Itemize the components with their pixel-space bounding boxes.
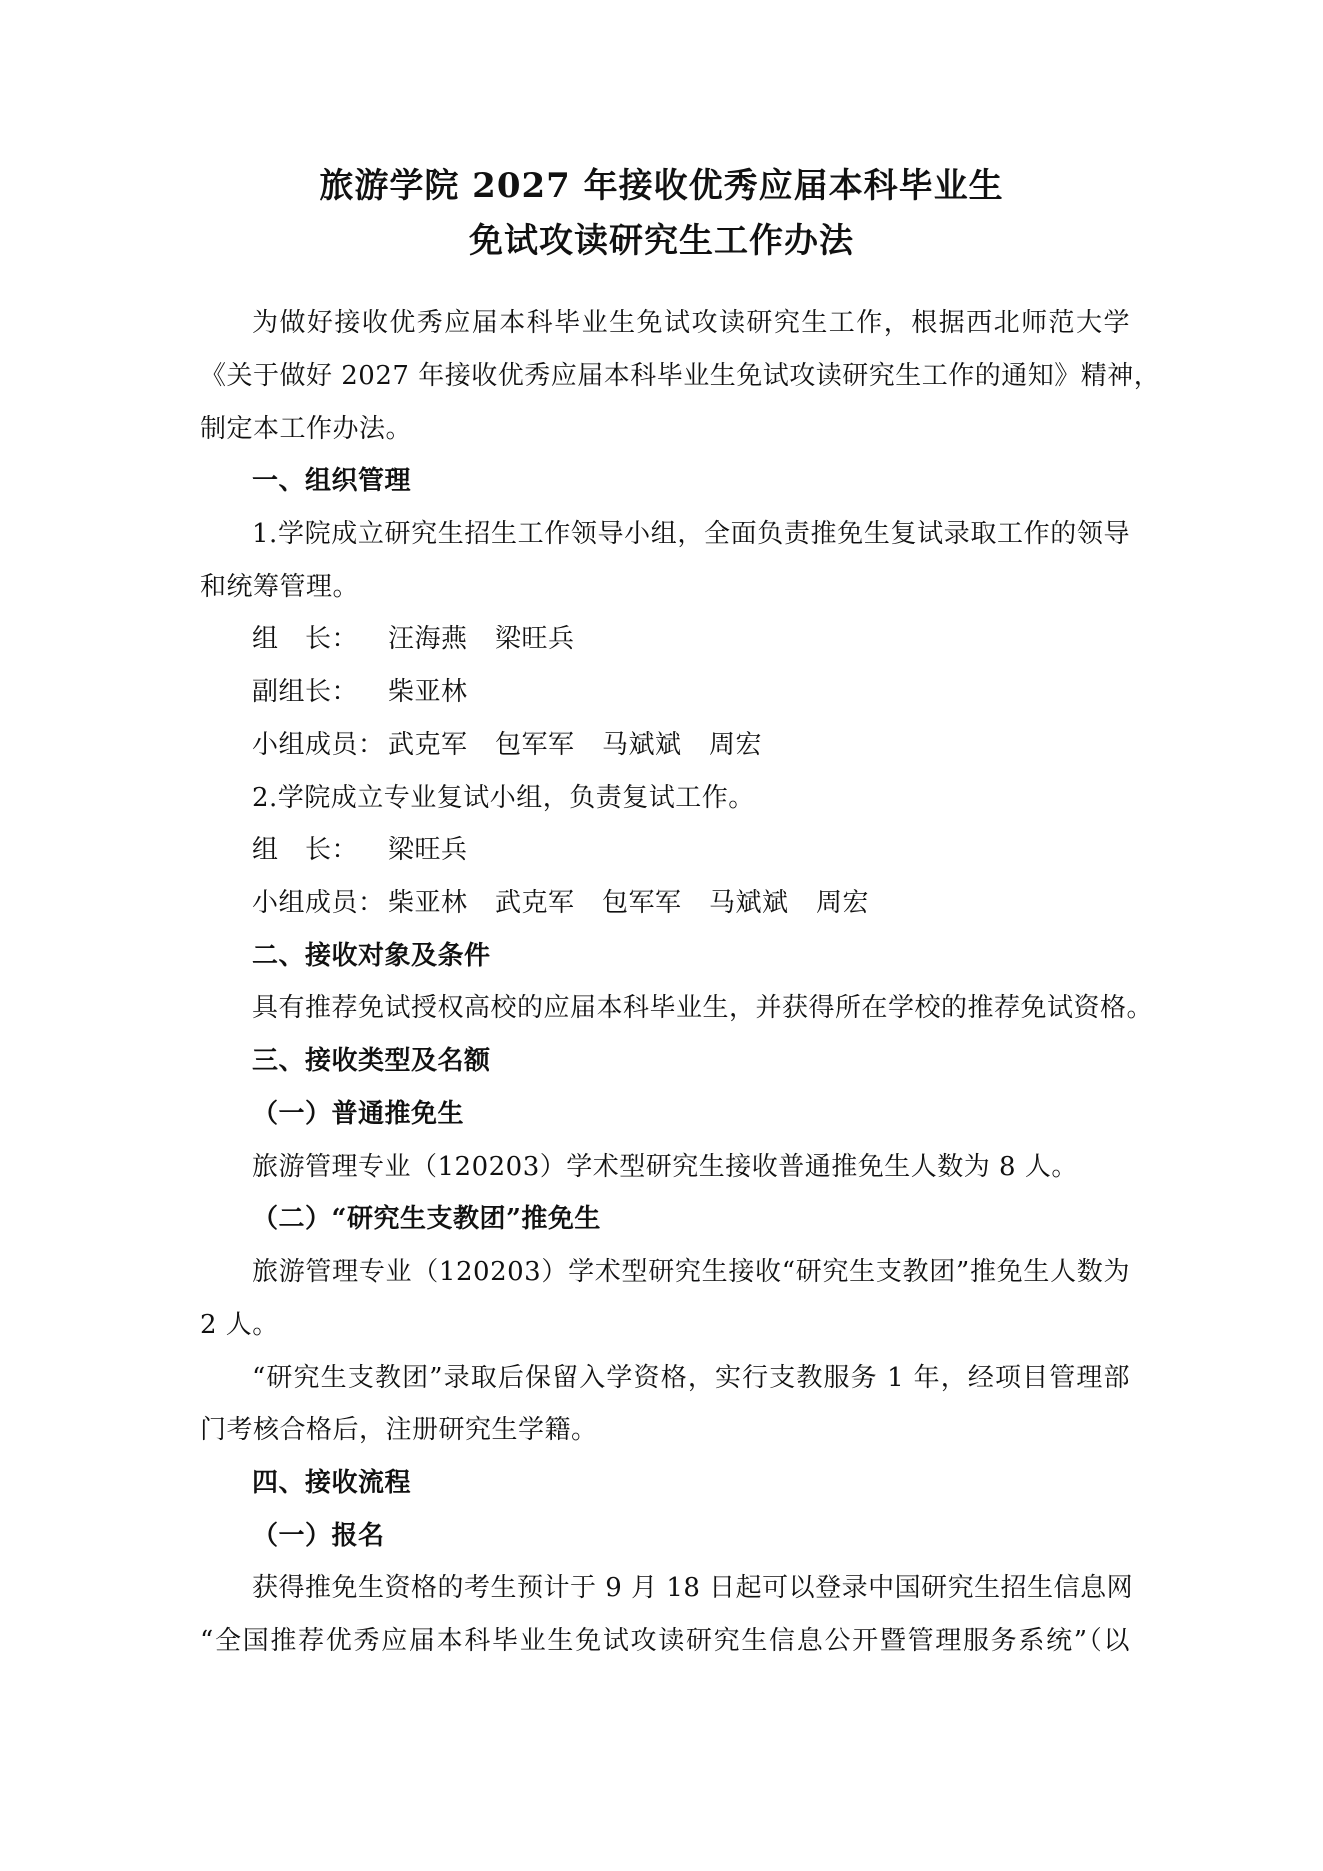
section1-item2: 2.学院成立专业复试小组，负责复试工作。 (252, 783, 755, 813)
leader-row (252, 618, 575, 655)
section3-sub2-heading: （二）“研究生支教团”推免生 (252, 1204, 601, 1234)
section2-heading: 二、接收对象及条件 (252, 941, 491, 971)
section3-sub1-text: 旅游管理专业（120203）学术型研究生接收普通推免生人数为 8 人。 (252, 1152, 1078, 1182)
member2-name: 周宏 (816, 888, 870, 918)
document-title-line1: 旅游学院 2027 年接收优秀应届本科毕业生 (319, 166, 1004, 206)
deputy-row (252, 671, 468, 708)
section1-item1-line2: 和统筹管理。 (200, 572, 360, 602)
section4-text-line2: “全国推荐优秀应届本科毕业生免试攻读研究生信息公开暨管理服务系统”（以 (200, 1626, 1130, 1656)
leader2-row (252, 829, 468, 866)
leader-name: 汪海燕 (388, 624, 468, 654)
document-title-line2: 免试攻读研究生工作办法 (469, 221, 854, 261)
member2-name: 柴亚林 (388, 888, 468, 918)
section4-sub1-heading: （一）报名 (252, 1521, 385, 1551)
section3-sub2-text-line2: 2 人。 (200, 1310, 279, 1340)
member2-name: 包军军 (602, 888, 682, 918)
leader-label: 组 长： (252, 624, 359, 654)
deputy-label: 副组长： (252, 677, 359, 707)
intro-line-3: 制定本工作办法。 (200, 414, 413, 444)
members-row (252, 724, 762, 761)
deputy-name: 柴亚林 (388, 677, 468, 707)
section3-sub2-note-line2: 门考核合格后，注册研究生学籍。 (200, 1415, 598, 1445)
section1-item1-line1: 1.学院成立研究生招生工作领导小组，全面负责推免生复试录取工作的领导 (252, 519, 1130, 549)
section2-text: 具有推荐免试授权高校的应届本科毕业生，并获得所在学校的推荐免试资格。 (252, 993, 1154, 1023)
member-name: 武克军 (388, 730, 468, 760)
section4-text-line1: 获得推免生资格的考生预计于 9 月 18 日起可以登录中国研究生招生信息网 (252, 1573, 1134, 1603)
leader-name: 梁旺兵 (495, 624, 575, 654)
member2-name: 马斌斌 (709, 888, 789, 918)
section3-sub2-note-line1: “研究生支教团”录取后保留入学资格，实行支教服务 1 年，经项目管理部 (252, 1363, 1130, 1393)
section3-heading: 三、接收类型及名额 (252, 1046, 491, 1076)
section3-sub1-heading: （一）普通推免生 (252, 1099, 465, 1129)
members2-label: 小组成员： (252, 888, 385, 918)
members-label: 小组成员： (252, 730, 385, 760)
member-name: 包军军 (495, 730, 575, 760)
member-name: 马斌斌 (602, 730, 682, 760)
leader2-name: 梁旺兵 (388, 835, 468, 865)
intro-line-1: 为做好接收优秀应届本科毕业生免试攻读研究生工作，根据西北师范大学 (252, 308, 1130, 338)
intro-line-2: 《关于做好 2027 年接收优秀应届本科毕业生免试攻读研究生工作的通知》精神， (200, 361, 1161, 391)
section4-heading: 四、接收流程 (252, 1468, 412, 1498)
member-name: 周宏 (709, 730, 763, 760)
members2-row (252, 882, 869, 919)
section3-sub2-text-line1: 旅游管理专业（120203）学术型研究生接收“研究生支教团”推免生人数为 (252, 1257, 1130, 1287)
leader2-label: 组 长： (252, 835, 359, 865)
section1-heading: 一、组织管理 (252, 466, 412, 496)
member2-name: 武克军 (495, 888, 575, 918)
